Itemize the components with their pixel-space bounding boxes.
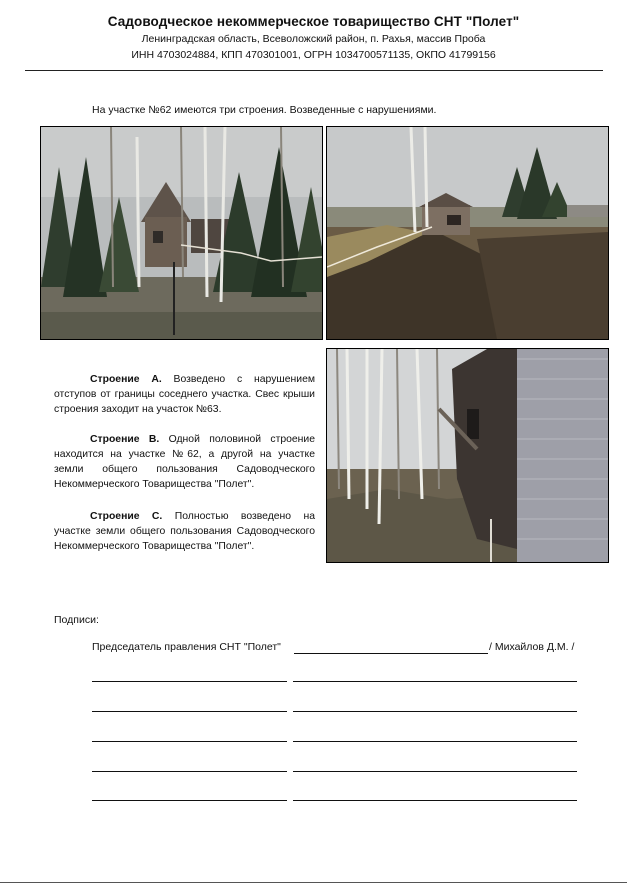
signature-sign-line	[293, 771, 577, 772]
page-bottom-edge	[0, 882, 627, 883]
organization-address: Ленинградская область, Всеволожский район, п. Рахья, массив Проба	[141, 33, 486, 45]
structure-a-text: Возведено с нарушением отступов от границы соседнего участка. Свес крыши строения заходит на участок №63.	[54, 374, 315, 415]
organization-requisites: ИНН 4703024884, КПП 470301001, ОГРН 1034700571135, ОКПО 41799156	[131, 49, 496, 61]
chairman-name: / Михайлов Д.М. /	[489, 641, 575, 653]
chairman-signature-line	[294, 653, 488, 654]
organization-name: Садоводческое некоммерческое товарищество СНТ "Полет"	[107, 14, 520, 29]
structure-b-text: Одной половиной строение находится на участке №62, а другой на участке земли общего пользования Садоводческого Некоммерческого Товарищества "Полет".	[54, 434, 315, 490]
document-header	[0, 14, 627, 61]
signature-name-line	[92, 800, 287, 801]
signature-name-line	[92, 771, 287, 772]
photo-birches-wall	[326, 348, 609, 563]
signature-name-line	[92, 741, 287, 742]
structure-c-description	[54, 509, 315, 554]
structure-c-text: Полностью возведено на участке земли общего пользования Садоводческого Некоммерческого Товарищества "Полет".	[54, 511, 315, 552]
signature-sign-line	[293, 800, 577, 801]
photo-dug-area-shed	[326, 126, 609, 340]
structure-c-label: Строение С.	[90, 511, 163, 522]
signature-sign-line	[293, 681, 577, 682]
signature-name-line	[92, 711, 287, 712]
structure-b-label: Строение В.	[90, 434, 160, 445]
intro-paragraph: На участке №62 имеются три строения. Возведенные с нарушениями.	[92, 104, 437, 116]
chairman-label: Председатель правления СНТ "Полет"	[92, 641, 281, 653]
structure-b-description	[54, 432, 315, 492]
structure-a-description	[54, 372, 315, 417]
header-divider	[25, 70, 603, 71]
signature-name-line	[92, 681, 287, 682]
photo-plot-overview	[40, 126, 323, 340]
signature-sign-line	[293, 741, 577, 742]
structure-a-label: Строение А.	[90, 374, 162, 385]
signature-sign-line	[293, 711, 577, 712]
signatures-heading: Подписи:	[54, 614, 99, 626]
